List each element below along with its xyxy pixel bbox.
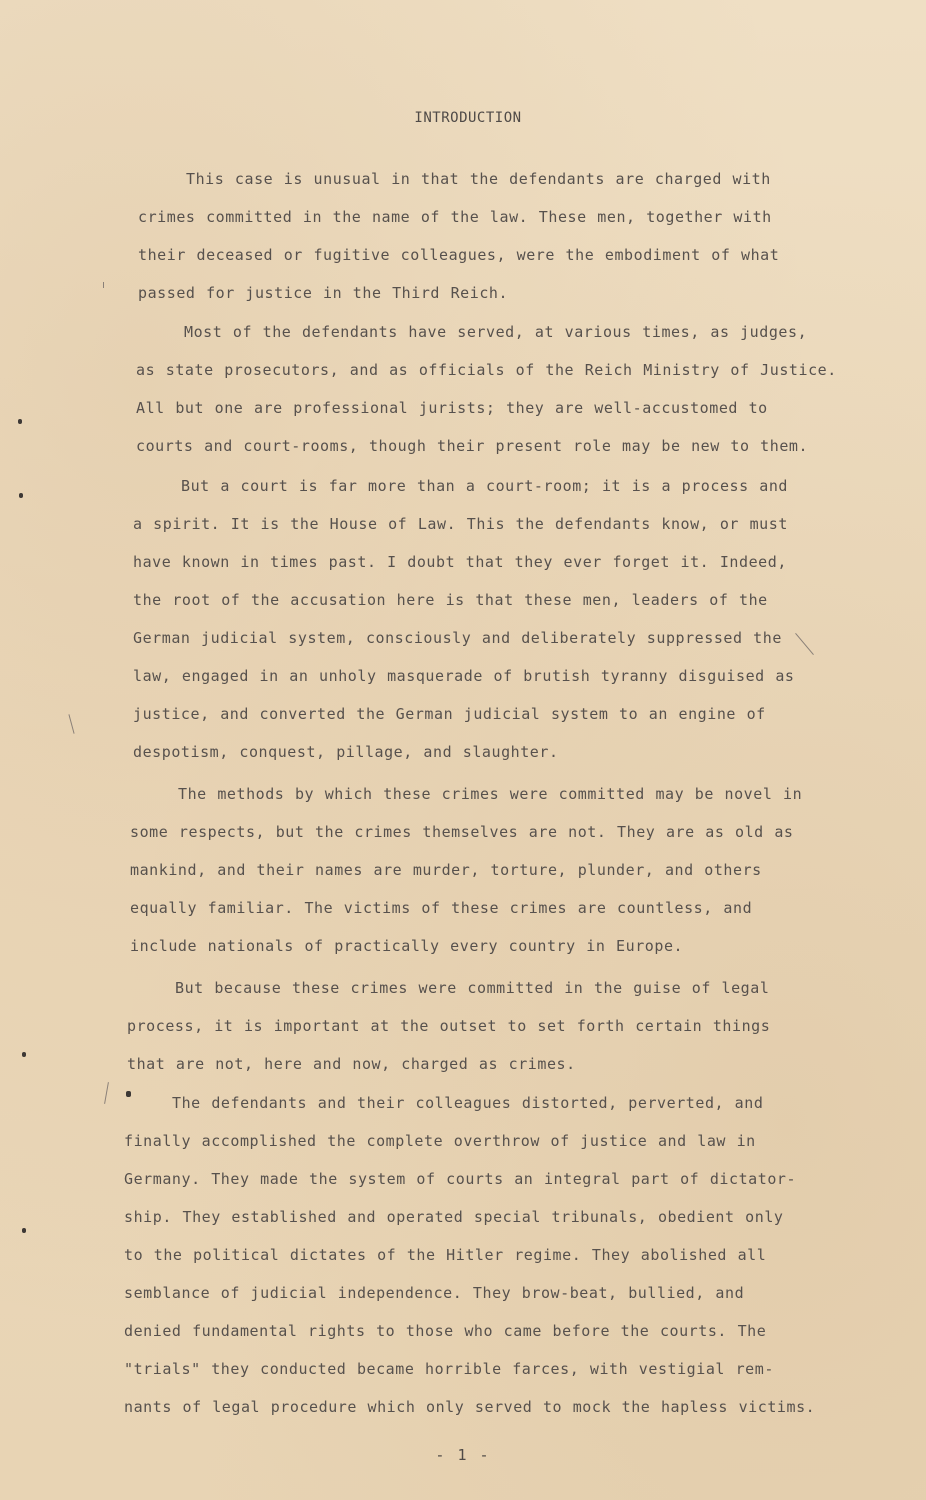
margin-stroke xyxy=(104,1082,109,1104)
text-line: law, engaged in an unholy masquerade of brutish tyranny disguised as xyxy=(133,667,795,685)
paragraph-4 xyxy=(130,775,802,965)
text-line: But a court is far more than a court-room; it is a process and xyxy=(181,477,789,495)
paragraph-3 xyxy=(133,467,795,771)
text-line: equally familiar. The victims of these crimes are countless, and xyxy=(130,899,753,917)
text-line: despotism, conquest, pillage, and slaughter. xyxy=(133,743,559,761)
text-line: But because these crimes were committed in the guise of legal xyxy=(175,979,770,997)
page-number: - 1 - xyxy=(435,1446,491,1464)
text-line: courts and court-rooms, though their present role may be new to them. xyxy=(136,437,809,455)
text-line: a spirit. It is the House of Law. This the defendants know, or must xyxy=(133,515,788,533)
text-line: include nationals of practically every country in Europe. xyxy=(130,937,684,955)
text-line: the root of the accusation here is that these men, leaders of the xyxy=(133,591,768,609)
text-line: denied fundamental rights to those who came before the courts. The xyxy=(124,1322,767,1340)
text-line: All but one are professional jurists; they are well-accustomed to xyxy=(136,399,768,417)
text-line: to the political dictates of the Hitler regime. They abolished all xyxy=(124,1246,767,1264)
paragraph-6 xyxy=(124,1084,815,1426)
text-line: semblance of judicial independence. They brow-beat, bullied, and xyxy=(124,1284,745,1302)
paragraph-2 xyxy=(136,313,837,465)
text-line: Most of the defendants have served, at various times, as judges, xyxy=(184,323,808,341)
text-line: have known in times past. I doubt that they ever forget it. Indeed, xyxy=(133,553,787,571)
text-line: The methods by which these crimes were committed may be novel in xyxy=(178,785,803,803)
margin-stroke xyxy=(103,282,104,288)
margin-speck xyxy=(126,1091,131,1097)
text-line: "trials" they conducted became horrible farces, with vestigial rem- xyxy=(124,1360,774,1378)
text-line: mankind, and their names are murder, torture, plunder, and others xyxy=(130,861,762,879)
text-line: This case is unusual in that the defendants are charged with xyxy=(186,170,771,188)
document-title: INTRODUCTION xyxy=(414,110,522,126)
margin-speck xyxy=(19,493,23,498)
text-line: as state prosecutors, and as officials of the Reich Ministry of Justice. xyxy=(136,361,837,379)
text-line: Germany. They made the system of courts an integral part of dictator- xyxy=(124,1170,797,1188)
margin-speck xyxy=(22,1052,26,1057)
paragraph-5 xyxy=(127,969,770,1083)
text-line: their deceased or fugitive colleagues, were the embodiment of what xyxy=(138,246,780,264)
margin-stroke xyxy=(68,714,74,734)
text-line: ship. They established and operated special tribunals, obedient only xyxy=(124,1208,784,1226)
margin-speck xyxy=(18,419,22,424)
text-line: that are not, here and now, charged as crimes. xyxy=(127,1055,576,1073)
margin-stroke xyxy=(795,633,814,655)
text-line: The defendants and their colleagues distorted, perverted, and xyxy=(172,1094,764,1112)
text-line: German judicial system, consciously and deliberately suppressed the xyxy=(133,629,782,647)
paragraph-1 xyxy=(138,160,779,312)
text-line: crimes committed in the name of the law. These men, together with xyxy=(138,208,772,226)
text-line: justice, and converted the German judicial system to an engine of xyxy=(133,705,766,723)
text-line: process, it is important at the outset to set forth certain things xyxy=(127,1017,771,1035)
text-line: nants of legal procedure which only served to mock the hapless victims. xyxy=(124,1398,816,1416)
text-line: passed for justice in the Third Reich. xyxy=(138,284,509,302)
margin-speck xyxy=(22,1228,26,1233)
text-line: some respects, but the crimes themselves are not. They are as old as xyxy=(130,823,794,841)
text-line: finally accomplished the complete overthrow of justice and law in xyxy=(124,1132,756,1150)
